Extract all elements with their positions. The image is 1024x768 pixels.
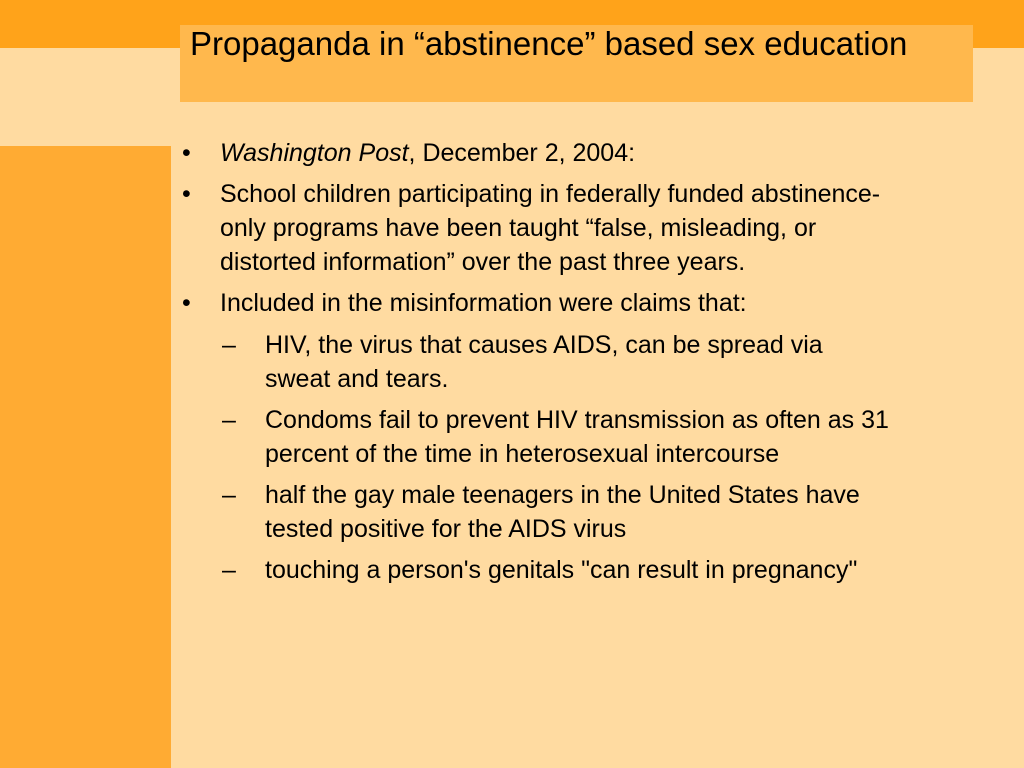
sub-bullet-text: HIV, the virus that causes AIDS, can be spread via sweat and tears. [265, 331, 823, 393]
slide-title: Propaganda in “abstinence” based sex education [190, 25, 908, 62]
bullet-item-finding [180, 177, 890, 279]
bullet-text: Included in the misinformation were claims that: [220, 289, 747, 317]
source-date: , December 2, 2004: [408, 139, 636, 167]
bullet-marker: • [182, 180, 191, 208]
sub-bullet-list [220, 328, 890, 587]
source-name: Washington Post [220, 139, 409, 167]
sub-bullet-text: half the gay male teenagers in the United States have tested positive for the AIDS virus [265, 481, 860, 543]
sub-bullet-text: touching a person's genitals "can result in pregnancy" [265, 556, 858, 584]
bullet-item-source [180, 136, 890, 170]
left-accent-band [0, 146, 171, 768]
sub-bullet-item [220, 328, 890, 396]
sub-bullet-item [220, 553, 890, 587]
bullet-item-claims [180, 286, 890, 587]
dash-marker: – [222, 556, 236, 584]
bullet-marker: • [182, 289, 191, 317]
bullet-text: School children participating in federally funded abstinence-only programs have been taught “false, misleading, or distorted information” over the past three years. [220, 180, 881, 276]
dash-marker: – [222, 406, 236, 434]
dash-marker: – [222, 331, 236, 359]
sub-bullet-item [220, 403, 890, 471]
bullet-list [180, 136, 890, 594]
sub-bullet-text: Condoms fail to prevent HIV transmission as often as 31 percent of the time in heterosexual intercourse [265, 406, 889, 468]
sub-bullet-item [220, 478, 890, 546]
dash-marker: – [222, 481, 236, 509]
bullet-marker: • [182, 139, 191, 167]
